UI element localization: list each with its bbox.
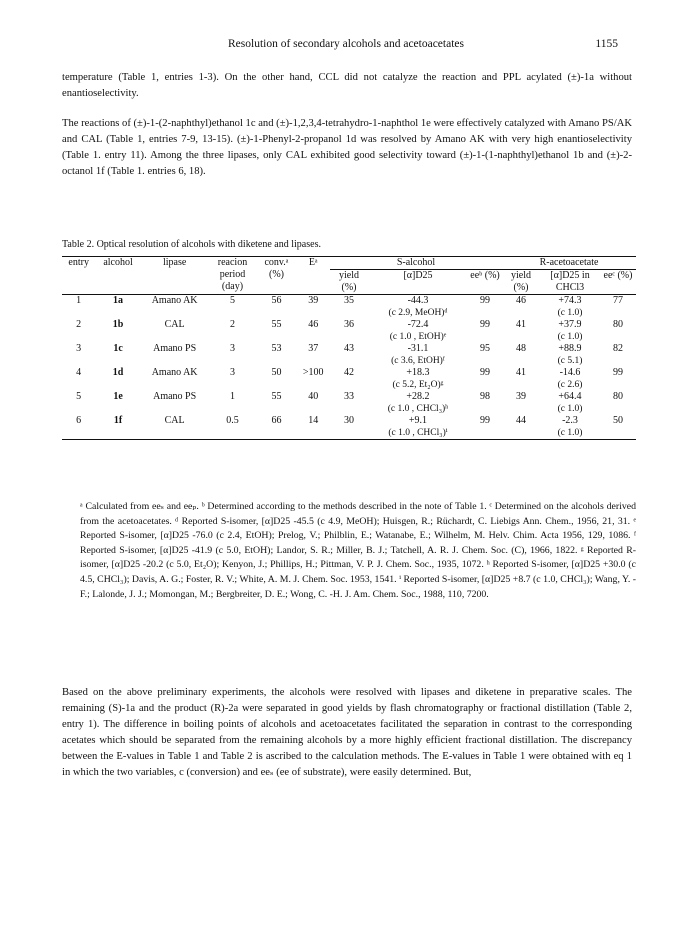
cell-r-rotation: +88.9 (c 5.1) — [557, 343, 583, 366]
table-row — [62, 319, 636, 343]
cell-E: 14 — [308, 415, 319, 426]
cell-s-ee: 98 — [480, 391, 490, 402]
cell-r-ee: 99 — [613, 367, 623, 378]
cell-E: 40 — [308, 391, 319, 402]
cell-entry: 5 — [76, 391, 82, 402]
cell-lipase: CAL — [164, 415, 185, 426]
cell-lipase: Amano AK — [151, 367, 198, 378]
cell-alcohol: 1b — [112, 319, 124, 330]
table-caption: Table 2. Optical resolution of alcohols with diketene and lipases. — [62, 239, 321, 250]
cell-entry: 6 — [76, 415, 82, 426]
table-row — [62, 391, 636, 415]
cell-alcohol: 1d — [112, 367, 124, 378]
table-row — [62, 343, 636, 367]
cell-r-yield: 46 — [516, 295, 526, 306]
cell-conv: 53 — [271, 343, 282, 354]
cell-s-rotation: -31.1 (c 3.6, EtOH)ᶠ — [391, 343, 445, 366]
cell-s-rotation: +9.1 (c 1.0 , CHCl₃)ⁱ — [388, 415, 448, 438]
cell-lipase: CAL — [164, 319, 185, 330]
cell-s-ee: 95 — [480, 343, 490, 354]
cell-entry: 4 — [76, 367, 82, 378]
cell-s-yield: 42 — [344, 367, 354, 378]
cell-r-rotation: +64.4 (c 1.0) — [557, 391, 583, 414]
cell-entry: 2 — [76, 319, 82, 330]
col-r-yield: yield (%) — [511, 270, 531, 293]
results-table — [62, 256, 636, 440]
cell-lipase: Amano AK — [151, 295, 198, 306]
col-period: reacion period (day) — [208, 257, 256, 295]
cell-s-rotation: +18.3 (c 5.2, Et₂O)ᵍ — [392, 367, 444, 390]
col-conv: conv.ᵃ (%) — [256, 257, 296, 295]
paragraph-3: Based on the above preliminary experiments, the alcohols were resolved with lipases and diketene in preparative scales. The remaining (S)-1a and the product (R)-2a were separated in good yields by flash chromatography or fractional distillation (Table 2, entry 1). The difference in boiling points of alcohols and acetoacetates facilitated the separation in contrast to the corresponding acetates which should be separated from the remaining alcohols by a more highly efficient fractional distillation. The discrepancy between the E-values in Table 1 and Table 2 is ascribed to the calculation methods. The E-values in Table 1 were obtained with eq 1 in which the two variables, c (conversion) and eeₛ (ee of substrate), were easily determined. But, — [62, 687, 632, 778]
group-s-alcohol: S-alcohol — [330, 257, 502, 270]
cell-s-rotation: -44.3 (c 2.9, MeOH)ᵈ — [388, 295, 448, 318]
cell-r-rotation: +74.3 (c 1.0) — [557, 295, 583, 318]
group-r-acetoacetate: R-acetoacetate — [502, 257, 636, 270]
cell-s-yield: 33 — [344, 391, 354, 402]
cell-E: 39 — [308, 295, 319, 306]
cell-r-ee: 77 — [613, 295, 623, 306]
paragraph-2: The reactions of (±)-1-(2-naphthyl)ethanol 1c and (±)-1,2,3,4-tetrahydro-1-naphthol 1e were effectively catalyzed with Amano PS/AK and CAL (Table 1, entries 7-9, 13-15). (±)-1-Phenyl-2-propanol 1d was resolved by Amano AK with very high enantioselectivity (Table 1. entry 11). Among the three lipases, only CAL exhibited good selectivity toward (±)-1-(1-naphthyl)ethanol 1b and (±)-2-octanol 1f (Table 1. entries 6, 18). — [62, 118, 632, 177]
cell-r-ee: 80 — [613, 319, 623, 330]
col-E: Eᵃ — [296, 257, 330, 295]
col-alcohol: alcohol — [95, 257, 140, 295]
cell-s-yield: 30 — [344, 415, 354, 426]
col-lipase: lipase — [141, 257, 209, 295]
cell-E: 37 — [308, 343, 319, 354]
cell-lipase: Amano PS — [153, 343, 197, 354]
table-row — [62, 295, 636, 320]
cell-conv: 55 — [271, 391, 282, 402]
paragraph-1: temperature (Table 1, entries 1-3). On the other hand, CCL did not catalyze the reaction and PPL acylated (±)-1a without enantioselectivity. — [62, 72, 632, 99]
cell-E: >100 — [302, 367, 324, 378]
cell-r-yield: 41 — [516, 367, 526, 378]
cell-period: 3 — [229, 343, 235, 354]
cell-period: 3 — [229, 367, 235, 378]
cell-period: 0.5 — [226, 415, 239, 426]
col-s-rotation: [α]D25 — [403, 270, 433, 281]
col-s-yield: yield (%) — [339, 270, 359, 293]
cell-entry: 3 — [76, 343, 82, 354]
cell-period: 5 — [229, 295, 235, 306]
cell-s-rotation: +28.2 (c 1.0 , CHCl₃)ʰ — [387, 391, 449, 414]
running-header — [0, 38, 692, 54]
cell-period: 1 — [229, 391, 235, 402]
cell-s-yield: 43 — [344, 343, 354, 354]
cell-alcohol: 1c — [113, 343, 123, 354]
cell-r-yield: 44 — [516, 415, 526, 426]
cell-E: 46 — [308, 319, 319, 330]
cell-r-yield: 41 — [516, 319, 526, 330]
cell-r-rotation: -2.3 (c 1.0) — [557, 415, 583, 438]
page-number: 1155 — [595, 38, 618, 50]
cell-r-ee: 80 — [613, 391, 623, 402]
cell-lipase: Amano PS — [153, 391, 197, 402]
cell-alcohol: 1a — [113, 295, 124, 306]
cell-alcohol: 1f — [113, 415, 123, 426]
col-r-rotation: [α]D25 in CHCl3 — [550, 270, 590, 293]
cell-conv: 55 — [271, 319, 282, 330]
cell-s-yield: 36 — [344, 319, 354, 330]
col-entry: entry — [62, 257, 95, 295]
cell-r-ee: 82 — [613, 343, 623, 354]
cell-period: 2 — [229, 319, 235, 330]
cell-conv: 56 — [271, 295, 282, 306]
running-title: Resolution of secondary alcohols and acetoacetates — [228, 38, 464, 50]
cell-s-ee: 99 — [480, 415, 490, 426]
cell-r-ee: 50 — [613, 415, 623, 426]
cell-conv: 50 — [271, 367, 282, 378]
cell-alcohol: 1e — [113, 391, 123, 402]
cell-s-ee: 99 — [480, 367, 490, 378]
cell-r-rotation: +37.9 (c 1.0) — [557, 319, 583, 342]
cell-r-yield: 39 — [516, 391, 526, 402]
cell-s-yield: 35 — [344, 295, 354, 306]
col-r-ee: eeᶜ (%) — [603, 270, 633, 281]
table-footnotes: ᵃ Calculated from eeₛ and eeₚ. ᵇ Determined according to the methods described in the note of Table 1. ᶜ Determined on the alcohols derived from the acetoacetates. ᵈ Reported S-isomer, [α]D25 -45.5 (c 4.9, MeOH); Huisgen, R.; Rüchardt, C. Liebigs Ann. Chem., 1956, 21, 31. ᵉ Reported S-isomer, [α]D25 -76.0 (c 2.4, EtOH); Prelog, V.; Philblin, E.; Watanabe, E.; Wilhelm, M. Helv. Chim. Acta 1956, 129, 1086. ᶠ Reported S-isomer, [α]D25 -41.9 (c 5.0, EtOH); Landor, S. R.; Miller, B. J.; Tatchell, A. R. J. Chem. Soc. (C), 1966, 1822. ᵍ Reported R-isomer, [α]D25 -20.2 (c 5.0, Et₂O); Kenyon, J.; Phillips, H.; Pittman, V. P. J. Chem. Soc., 1935, 1072. ʰ Reported S-isomer, [α]D25 +30.0 (c 4.5, CHCl₃); Davis, A. G.; Foster, R. V.; White, A. M. J. Chem. Soc. 1953, 1541. ⁱ Reported S-isomer, [α]D25 +8.7 (c 1.0, CHCl₃); Wang, Y. -F.; Lalonde, J. J.; Momongan, M.; Bergbreiter, D. E.; Wong, C. -H. J. Am. Chem. Soc., 1988, 110, 7200. — [80, 501, 636, 600]
cell-r-rotation: -14.6 (c 2.6) — [557, 367, 583, 390]
cell-conv: 66 — [271, 415, 282, 426]
cell-s-rotation: -72.4 (c 1.0 , EtOH)ᵉ — [389, 319, 447, 342]
table-row — [62, 367, 636, 391]
cell-r-yield: 48 — [516, 343, 526, 354]
cell-entry: 1 — [76, 295, 82, 306]
cell-s-ee: 99 — [480, 319, 490, 330]
cell-s-ee: 99 — [480, 295, 490, 306]
col-s-ee: eeᵇ (%) — [470, 270, 500, 281]
table-row — [62, 415, 636, 440]
